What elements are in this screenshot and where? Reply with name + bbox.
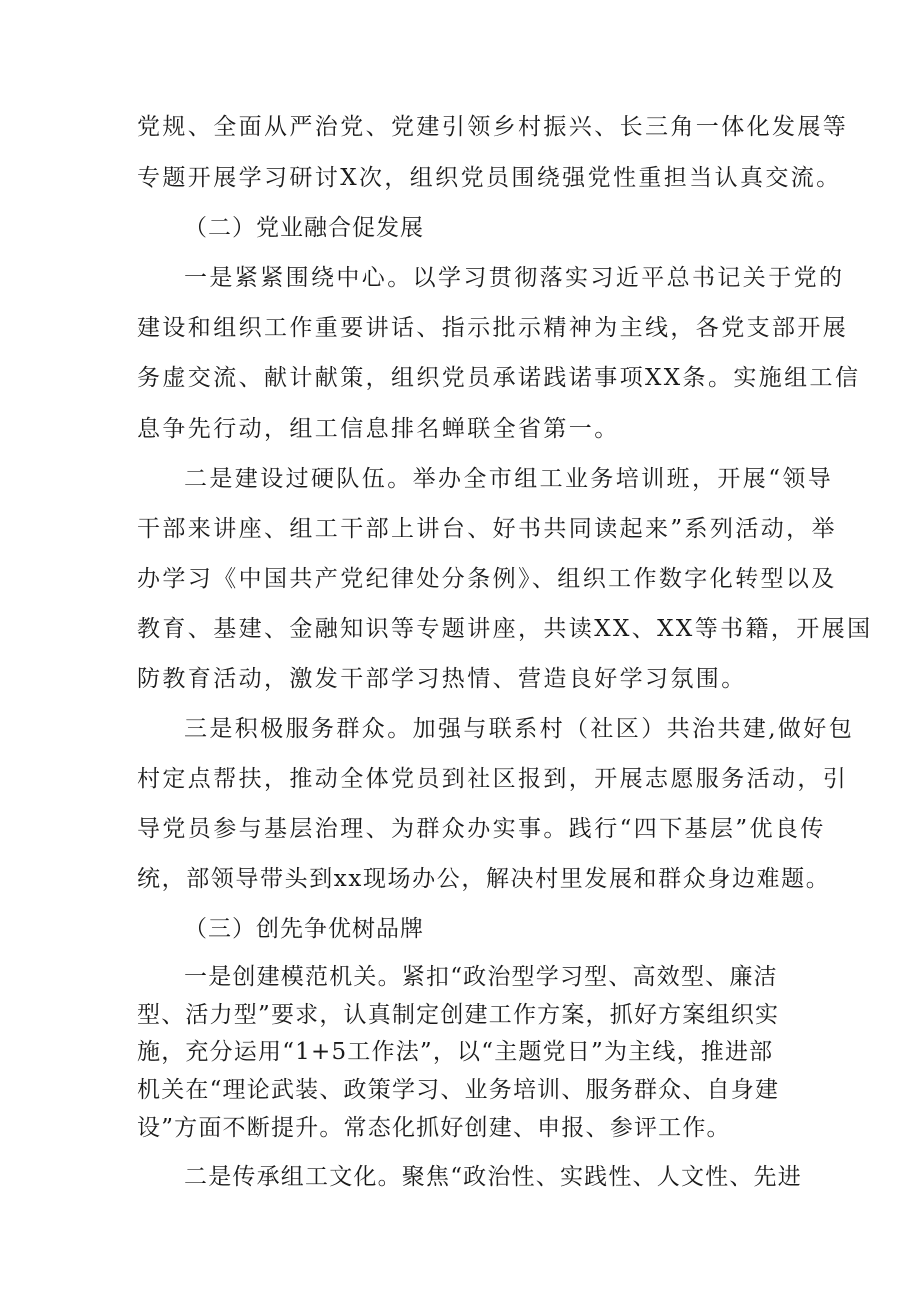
paragraph-line: 二是建设过硬队伍。举办全市组工业务培训班，开展“领导 xyxy=(184,466,834,492)
paragraph-line: 党规、全面从严治党、党建引领乡村振兴、长三角一体化发展等 xyxy=(137,114,849,140)
paragraph-line: 专题开展学习研讨X次，组织党员围绕强党性重担当认真交流。 xyxy=(137,165,842,191)
paragraph-line: 建设和组织工作重要讲话、指示批示精神为主线，各党支部开展 xyxy=(137,315,849,341)
paragraph-line: 二是传承组工文化。聚焦“政治性、实践性、人文性、先进 xyxy=(184,1164,802,1190)
paragraph-line: 三是积极服务群众。加强与联系村（社区）共治共建,做好包 xyxy=(184,716,855,742)
paragraph-line: 一是创建模范机关。紧扣“政治型学习型、高效型、廉洁 xyxy=(184,964,778,990)
paragraph-line: 统，部领导带头到ⅹⅹ现场办公，解决村里发展和群众身边难题。 xyxy=(137,866,831,892)
paragraph-line: 机关在“理论武装、政策学习、业务培训、服务群众、自身建 xyxy=(137,1077,780,1103)
paragraph-line: 防教育活动，激发干部学习热情、营造良好学习氛围。 xyxy=(137,666,747,692)
paragraph-line: 一是紧紧围绕中心。以学习贯彻落实习近平总书记关于党的 xyxy=(184,265,845,291)
paragraph-line: 教育、基建、金融知识等专题讲座，共读XX、XX等书籍，开展国 xyxy=(137,616,873,642)
section-heading: （二）党业融合促发展 xyxy=(184,215,424,241)
paragraph-line: 型、活力型”要求，认真制定创建工作方案，抓好方案组织实 xyxy=(137,1002,780,1028)
paragraph-line: 设”方面不断提升。常态化抓好创建、申报、参评工作。 xyxy=(137,1115,731,1141)
paragraph-line: 办学习《中国共产党纪律处分条例》、组织工作数字化转型以及 xyxy=(137,566,837,592)
paragraph-line: 村定点帮扶，推动全体党员到社区报到，开展志愿服务活动，引 xyxy=(137,766,849,792)
paragraph-line: 息争先行动，组工信息排名蝉联全省第一。 xyxy=(137,416,620,442)
paragraph-line: 施，充分运用“1+5工作法”，以“主题党日”为主线，推进部 xyxy=(137,1039,774,1065)
paragraph-line: 干部来讲座、组工干部上讲台、好书共同读起来”系列活动，举 xyxy=(137,516,837,542)
paragraph-line: 导党员参与基层治理、为群众办实事。践行“四下基层”优良传 xyxy=(137,816,826,842)
section-heading: （三）创先争优树品牌 xyxy=(184,916,424,942)
paragraph-line: 务虚交流、献计献策，组织党员承诺践诺事项XX条。实施组工信 xyxy=(137,365,861,391)
